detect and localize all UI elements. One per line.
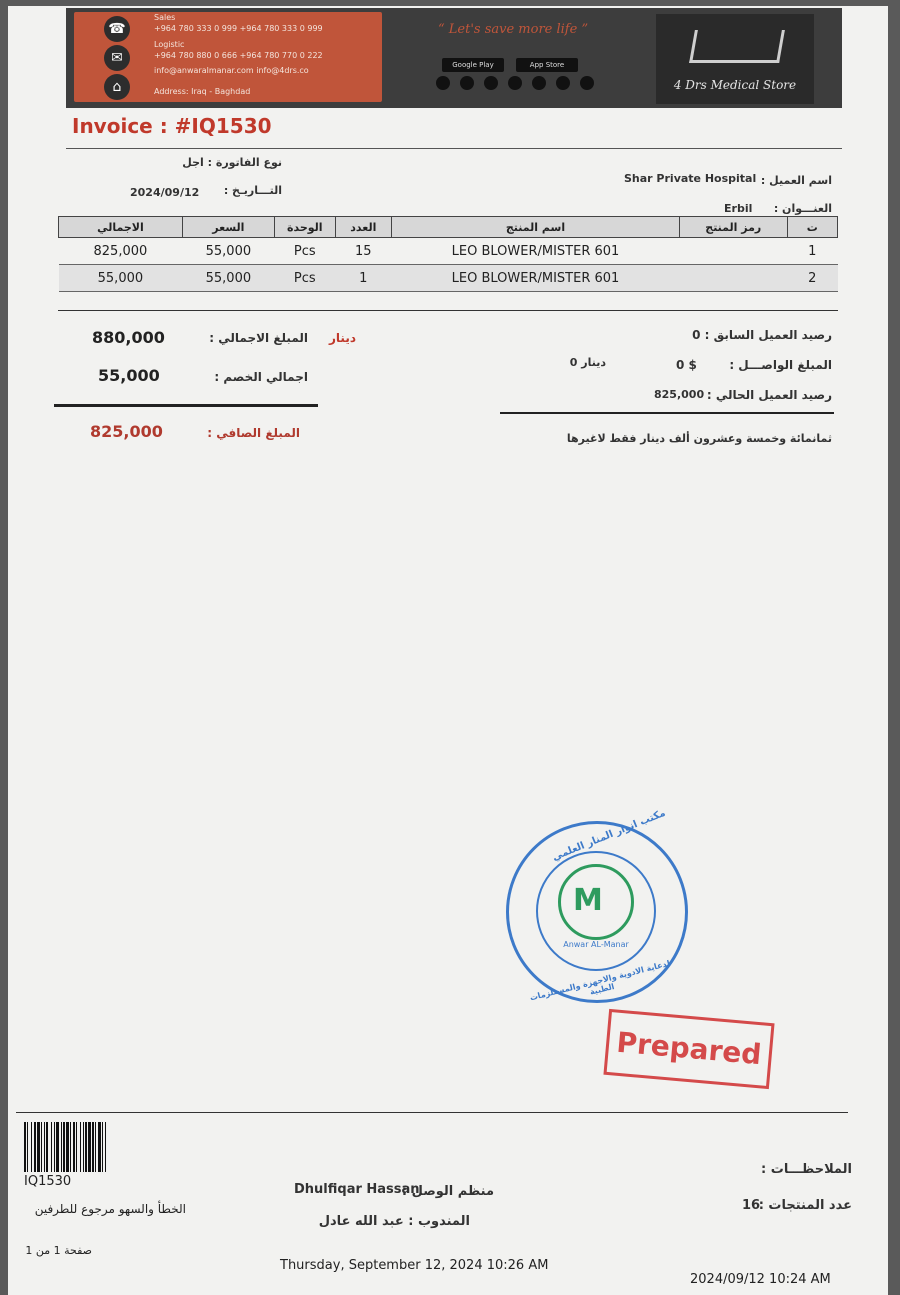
received-label: المبلغ الواصـــل : xyxy=(729,358,832,372)
cell-code xyxy=(679,265,787,292)
col-product: اسم المنتج xyxy=(392,217,680,238)
cell-total: 825,000 xyxy=(59,238,183,265)
cell-qty: 1 xyxy=(335,265,391,292)
logistic-phones: +964 780 880 0 666 +964 780 770 0 222 xyxy=(154,51,323,60)
cell-total: 55,000 xyxy=(59,265,183,292)
divider xyxy=(58,310,838,311)
organizer-label: منظم الوصل : xyxy=(401,1184,494,1199)
cell-no: 2 xyxy=(787,265,837,292)
disclaimer: الخطأ والسهو مرجوع للطرفين xyxy=(34,1202,186,1216)
divider xyxy=(500,412,834,414)
cell-unit: Pcs xyxy=(274,238,335,265)
issue-timestamp: 2024/09/12 10:24 AM xyxy=(690,1272,831,1287)
cell-unit: Pcs xyxy=(274,265,335,292)
rep-line: المندوب : عبد الله عادل xyxy=(318,1214,470,1229)
prev-balance: رصيد العميل السابق : 0 xyxy=(692,328,832,342)
store-logo xyxy=(656,14,814,104)
col-price: السعر xyxy=(182,217,274,238)
cell-code xyxy=(679,238,787,265)
stamp-brand: Anwar AL-Manar xyxy=(563,940,629,949)
cell-product: LEO BLOWER/MISTER 601 xyxy=(392,238,680,265)
col-total: الاجمالي xyxy=(59,217,183,238)
emails: info@anwaralmanar.com info@4drs.co xyxy=(154,66,309,75)
date-value: 2024/09/12 xyxy=(130,186,200,199)
col-qty: العدد xyxy=(335,217,391,238)
address-value: Erbil xyxy=(724,202,753,215)
received-iqd: دينار 0 xyxy=(569,356,606,369)
stamp-monogram: M xyxy=(573,883,603,918)
discount-value: 55,000 xyxy=(98,366,160,385)
net-value: 825,000 xyxy=(90,422,163,441)
sales-phones: +964 780 333 0 999 +964 780 333 0 999 xyxy=(154,24,323,33)
current-balance-label: رصيد العميل الحالي : xyxy=(706,388,832,402)
phone-icon: ☎ xyxy=(104,16,130,42)
mail-icon: ✉ xyxy=(104,45,130,71)
logo-mark-icon xyxy=(689,30,785,63)
youtube-icon xyxy=(508,76,522,90)
google-play-badge: Google Play xyxy=(442,58,504,72)
slogan: “ Let's save more life ” xyxy=(438,22,589,37)
received-usd: 0 $ xyxy=(676,358,697,372)
gross-value: 880,000 xyxy=(92,328,165,347)
table-row xyxy=(59,265,838,292)
social-icon xyxy=(436,76,450,90)
print-timestamp: Thursday, September 12, 2024 10:26 AM xyxy=(280,1258,549,1273)
col-no: ت xyxy=(787,217,837,238)
notes-label: الملاحظـــات : xyxy=(761,1162,852,1177)
organizer-value: Dhulfiqar Hassan xyxy=(294,1182,420,1197)
contact-icons xyxy=(96,14,138,102)
items-table xyxy=(58,216,838,292)
invoice-type: نوع الفاتورة : اجل xyxy=(182,156,282,169)
cell-no: 1 xyxy=(787,238,837,265)
contact-box xyxy=(74,12,382,102)
barcode-text: IQ1530 xyxy=(24,1174,72,1189)
store-logo-text: 4 Drs Medical Store xyxy=(673,78,797,92)
table-row xyxy=(59,238,838,265)
stamp-top-text: مكتب انوار المنار العلمي xyxy=(550,807,668,864)
table-header-row xyxy=(59,217,838,238)
invoice-title: Invoice : #IQ1530 xyxy=(72,114,272,138)
sales-label: Sales xyxy=(154,13,176,22)
page-info: صفحة 1 من 1 xyxy=(25,1244,92,1257)
date-label: التـــاريـخ : xyxy=(223,184,282,197)
address: Address: Iraq - Baghdad xyxy=(154,87,251,96)
barcode-bar xyxy=(106,1122,108,1172)
discount-label: اجمالي الخصم : xyxy=(214,370,308,384)
col-code: رمز المنتج xyxy=(679,217,787,238)
divider xyxy=(66,148,842,149)
cell-price: 55,000 xyxy=(182,265,274,292)
customer-value: Shar Private Hospital xyxy=(624,172,757,185)
facebook-icon xyxy=(460,76,474,90)
invoice-page xyxy=(8,6,888,1295)
customer-label: اسم العميل : xyxy=(760,174,832,187)
logistic-label: Logistic xyxy=(154,40,185,49)
address-label: العنـــوان : xyxy=(773,202,832,215)
barcode xyxy=(24,1122,202,1172)
current-balance-value: 825,000 xyxy=(654,388,705,401)
cell-product: LEO BLOWER/MISTER 601 xyxy=(392,265,680,292)
prepared-stamp: Prepared xyxy=(603,1009,774,1089)
cell-qty: 15 xyxy=(335,238,391,265)
amount-in-words: ثمانمائة وخمسة وعشرون ألف دينار فقط لاغيرها xyxy=(566,432,832,445)
net-label: المبلغ الصافي : xyxy=(207,426,300,440)
whatsapp-icon xyxy=(556,76,570,90)
divider xyxy=(16,1112,848,1113)
location-icon: ⌂ xyxy=(104,74,130,100)
cell-price: 55,000 xyxy=(182,238,274,265)
app-store-badge: App Store xyxy=(516,58,578,72)
product-count-label: عدد المنتجات : xyxy=(758,1198,852,1213)
gross-label: المبلغ الاجمالي : xyxy=(209,331,308,345)
col-unit: الوحدة xyxy=(274,217,335,238)
product-count: 16 xyxy=(742,1198,761,1213)
web-icon xyxy=(580,76,594,90)
divider xyxy=(54,404,318,407)
stamp-bottom-text: لدعاية الادوية والاجهزة والمستلزمات الطبية xyxy=(528,958,671,1003)
stamp-logo-icon xyxy=(558,864,634,940)
currency: دينار xyxy=(329,331,356,345)
instagram-icon xyxy=(532,76,546,90)
linkedin-icon xyxy=(484,76,498,90)
